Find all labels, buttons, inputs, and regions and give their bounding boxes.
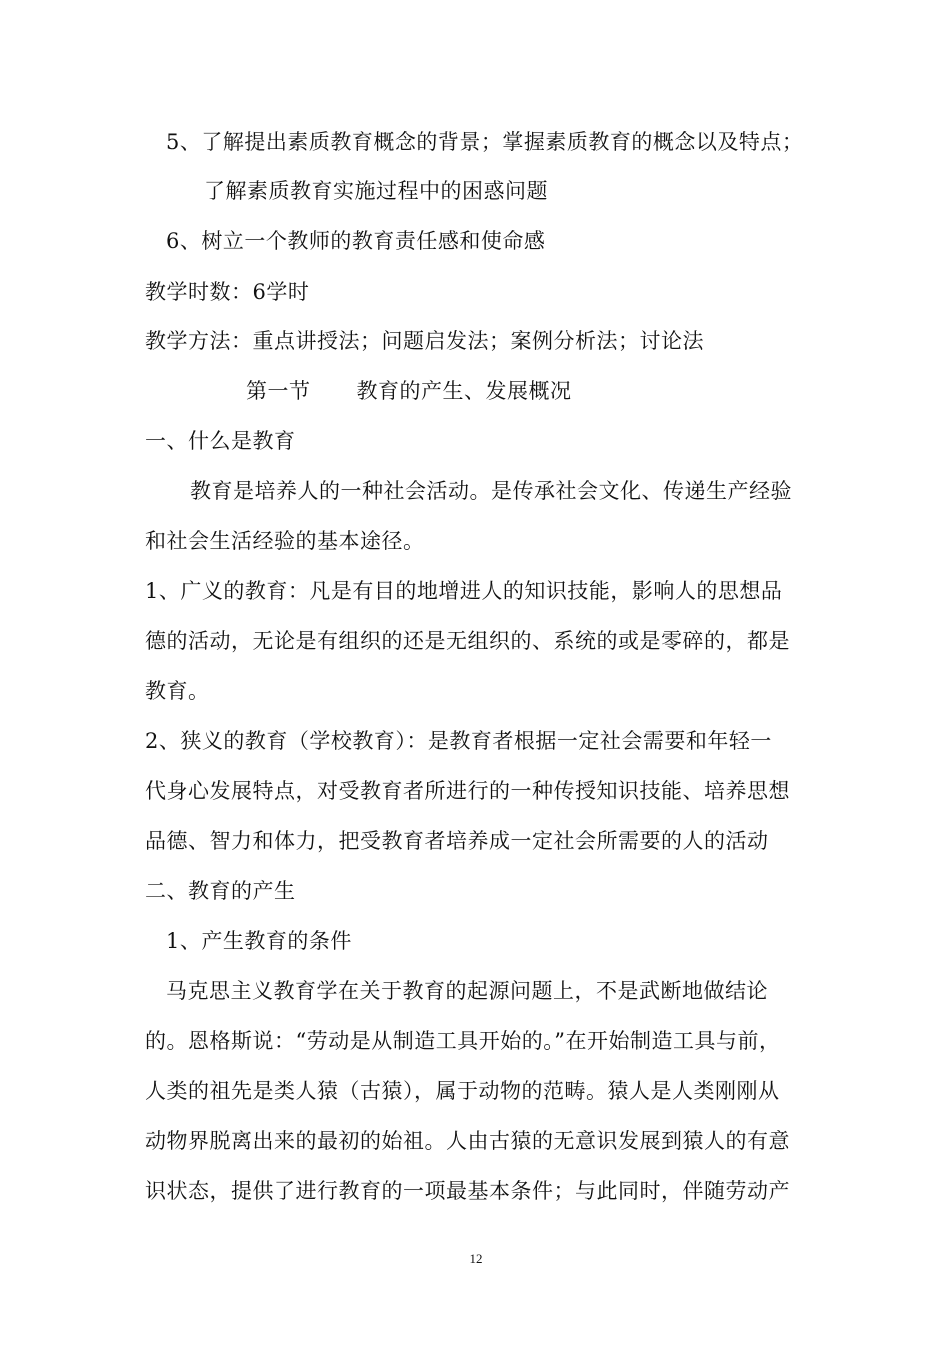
- section-heading: [246, 377, 572, 405]
- part2-subheading: 1、产生教育的条件: [166, 929, 352, 953]
- broad-education-line: 德的活动，无论是有组织的还是无组织的、系统的或是零碎的，都是: [145, 629, 790, 653]
- part2-paragraph-line: 动物界脱离出来的最初的始祖。人由古猿的无意识发展到猿人的有意: [145, 1129, 790, 1153]
- part2-paragraph-line: 马克思主义教育学在关于教育的起源问题上，不是武断地做结论: [166, 979, 768, 1003]
- section-title: 教育的产生、发展概况: [356, 379, 572, 403]
- part1-paragraph-line: 和社会生活经验的基本途径。: [145, 529, 425, 553]
- part1-heading: 一、什么是教育: [145, 429, 296, 453]
- narrow-education-line: 品德、智力和体力，把受教育者培养成一定社会所需要的人的活动: [145, 829, 769, 853]
- objective-item-5-line-2: 了解素质教育实施过程中的困惑问题: [204, 179, 548, 203]
- objective-item-5-line-1: 5、了解提出素质教育概念的背景；掌握素质教育的概念以及特点；: [166, 130, 804, 154]
- narrow-education-line: 2、狭义的教育（学校教育）：是教育者根据一定社会需要和年轻一: [145, 729, 772, 753]
- teaching-methods: 教学方法：重点讲授法；问题启发法；案例分析法；讨论法: [145, 329, 704, 353]
- part2-paragraph-line: 人类的祖先是类人猿（古猿），属于动物的范畴。猿人是人类刚刚从: [145, 1079, 780, 1103]
- part1-paragraph-line: 教育是培养人的一种社会活动。是传承社会文化、传递生产经验: [190, 479, 792, 503]
- section-number: 第一节: [246, 379, 311, 403]
- broad-education-line: 1、广义的教育：凡是有目的地增进人的知识技能，影响人的思想品: [145, 579, 783, 603]
- broad-education-line: 教育。: [145, 679, 210, 703]
- part2-paragraph-line: 识状态，提供了进行教育的一项最基本条件；与此同时，伴随劳动产: [145, 1179, 790, 1203]
- teaching-hours: 教学时数：6学时: [145, 280, 310, 304]
- part2-paragraph-line: 的。恩格斯说：“劳动是从制造工具开始的。”在开始制造工具与前，: [145, 1029, 781, 1053]
- narrow-education-line: 代身心发展特点，对受教育者所进行的一种传授知识技能、培养思想: [145, 779, 790, 803]
- page-number: 12: [469, 1251, 483, 1266]
- objective-item-6: 6、树立一个教师的教育责任感和使命感: [166, 229, 546, 253]
- part2-heading: 二、教育的产生: [145, 879, 296, 903]
